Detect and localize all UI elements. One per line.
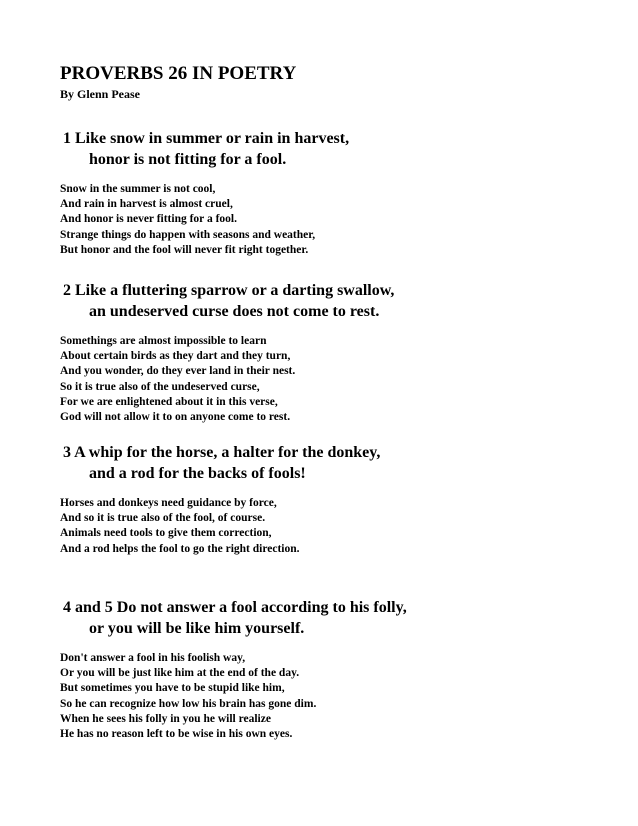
verse-line-1: 4 and 5 Do not answer a fool according to his folly,	[63, 599, 407, 616]
poem-line: Strange things do happen with seasons and weather,	[60, 228, 316, 241]
verse-text	[60, 442, 620, 484]
poem-line: But sometimes you have to be stupid like him,	[60, 682, 285, 695]
poem-stanza	[60, 334, 620, 425]
poem-line: So he can recognize how low his brain has gone dim.	[60, 697, 317, 710]
verse-line-1: 3 A whip for the horse, a halter for the donkey,	[63, 444, 381, 461]
section-verse-1	[60, 128, 620, 258]
poem-line: He has no reason left to be wise in his own eyes.	[60, 728, 293, 741]
poem-line: So it is true also of the undeserved curse,	[60, 380, 260, 393]
poem-line: But honor and the fool will never fit right together.	[60, 243, 309, 256]
poem-line: Horses and donkeys need guidance by force,	[60, 497, 277, 509]
verse-text	[60, 280, 620, 322]
poem-line: Or you will be just like him at the end of the day.	[60, 667, 300, 680]
poem-line: For we are enlightened about it in this verse,	[60, 395, 278, 408]
verse-line-2: and a rod for the backs of fools!	[89, 465, 306, 482]
poem-stanza	[60, 182, 620, 258]
poem-stanza	[60, 651, 620, 742]
poem-line: God will not allow it to on anyone come to rest.	[60, 411, 291, 424]
poem-line: And a rod helps the fool to go the right direction.	[60, 542, 300, 555]
poem-line: And so it is true also of the fool, of course.	[60, 512, 266, 525]
poem-stanza	[60, 496, 620, 557]
poem-line: Don't answer a fool in his foolish way,	[60, 652, 246, 664]
poem-line: Animals need tools to give them correction,	[60, 527, 272, 540]
verse-line-2: or you will be like him yourself.	[89, 620, 305, 637]
poem-line: When he sees his folly in you he will realize	[60, 712, 271, 725]
document-title: PROVERBS 26 IN POETRY	[60, 63, 297, 84]
verse-line-2: honor is not fitting for a fool.	[89, 151, 287, 168]
verse-text	[60, 128, 620, 170]
verse-text	[60, 597, 620, 639]
section-verse-2	[60, 280, 620, 425]
document-author: By Glenn Pease	[60, 87, 140, 101]
verse-line-1: 2 Like a fluttering sparrow or a darting swallow,	[63, 282, 395, 299]
section-verse-3	[60, 442, 620, 557]
poem-line: Somethings are almost impossible to learn	[60, 335, 267, 347]
poem-line: And honor is never fitting for a fool.	[60, 213, 237, 226]
poem-line: And rain in harvest is almost cruel,	[60, 198, 233, 211]
poem-line: And you wonder, do they ever land in their nest.	[60, 365, 296, 378]
poem-line: Snow in the summer is not cool,	[60, 183, 216, 195]
verse-line-2: an undeserved curse does not come to rest.	[89, 303, 380, 320]
poem-line: About certain birds as they dart and they turn,	[60, 350, 291, 363]
section-verse-4-5	[60, 597, 620, 742]
verse-line-1: 1 Like snow in summer or rain in harvest,	[63, 130, 350, 147]
